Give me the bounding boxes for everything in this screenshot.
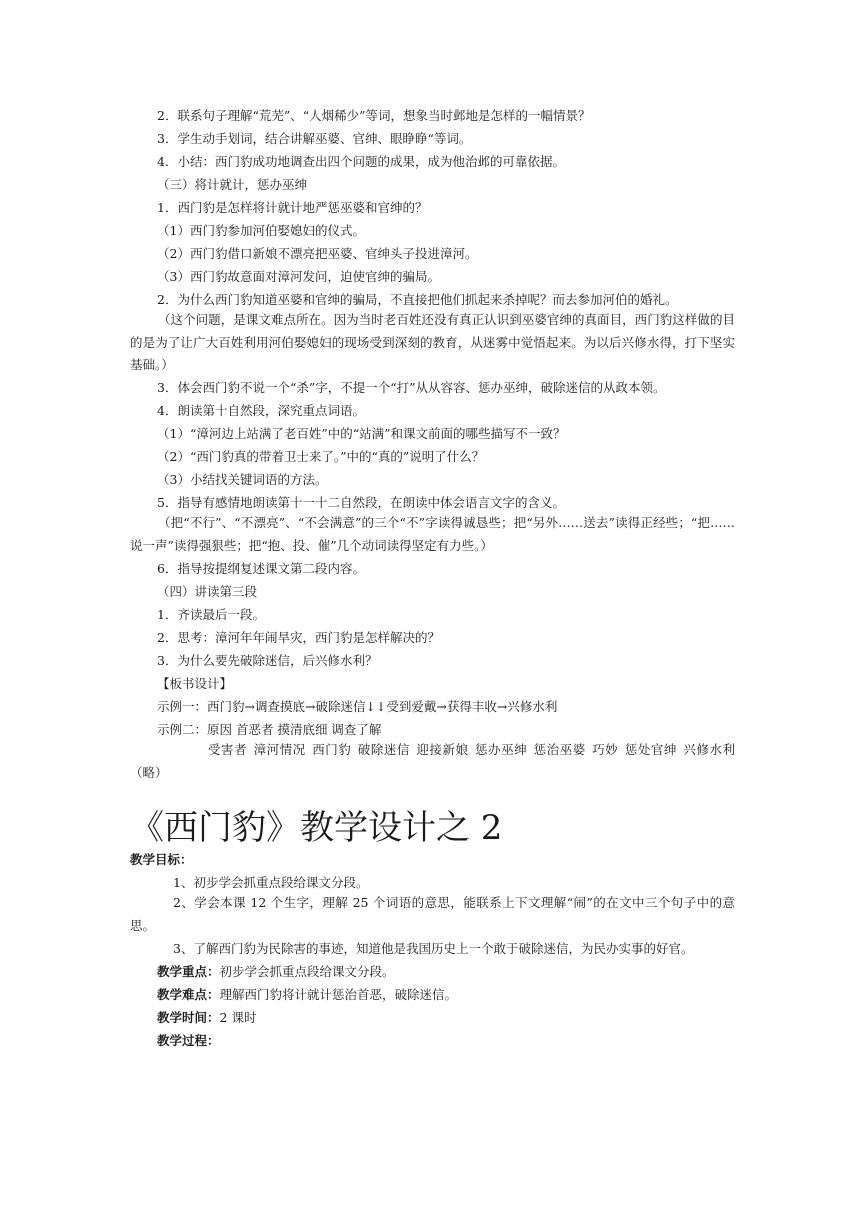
paragraph: （2）“西门豹真的带着卫士来了。”中的“真的”说明了什么？ <box>157 449 485 464</box>
difficulty-label: 教学难点： <box>157 987 220 1002</box>
paragraph: 1．西门豹是怎样将计就计地严惩巫婆和官绅的？ <box>157 200 428 215</box>
goals-label: 教学目标： <box>130 852 193 867</box>
paragraph: 2．为什么西门豹知道巫婆和官绅的骗局，不直接把他们抓起来杀掉呢？而去参加河伯的婚礼。 <box>157 292 678 307</box>
page-title: 《西门豹》教学设计之 2 <box>130 808 503 848</box>
key-point-label: 教学重点： <box>157 964 220 979</box>
paragraph: 2．联系句子理解“荒芜”、“人烟稀少”等词，想象当时邺地是怎样的一幅情景？ <box>157 108 591 123</box>
paragraph: 3．学生动手划词，结合讲解巫婆、官绅、眼睁睁“等词。 <box>157 131 472 146</box>
goal-item: 1、初步学会抓重点段给课文分段。 <box>173 875 369 890</box>
paragraph: （3）西门豹故意面对漳河发问，迫使官绅的骗局。 <box>157 269 440 284</box>
difficulty-text: 理解西门豹将计就计惩治首恶，破除迷信。 <box>219 987 458 1002</box>
paragraph: 示例一：西门豹→调查摸底→破除迷信↓↓受到爱戴→获得丰收→兴修水利 <box>157 699 558 714</box>
paragraph: （3）小结找关键词语的方法。 <box>157 472 328 487</box>
paragraph: 2．思考：漳河年年闹旱灾，西门豹是怎样解决的？ <box>157 630 440 645</box>
paragraph: （1）“漳河边上站满了老百姓”中的“站满”和课文前面的哪些描写不一致？ <box>157 426 566 441</box>
paragraph: 受害者 漳河情况 西门豹 破除迷信 迎接新娘 惩办巫绅 惩治巫婆 巧妙 惩处官绅 兴修水利（略） <box>130 742 735 780</box>
paragraph: 4．朗读第十自然段，深究重点词语。 <box>157 403 365 418</box>
paragraph: 3．为什么要先破除迷信，后兴修水利？ <box>157 653 378 668</box>
paragraph: （1）西门豹参加河伯娶媳妇的仪式。 <box>157 223 365 238</box>
paragraph: （2）西门豹借口新娘不漂亮把巫婆、官绅头子投进漳河。 <box>157 246 478 261</box>
paragraph: （把“不行”、“不漂亮”、“不会满意”的三个“不”字读得诚恳些；把“另外……送去”读得正经些；“把……说一声”读得强狠些；把“抱、投、催”几个动词读得坚定有力些。） <box>130 515 735 553</box>
goal-item: 2、学会本课 12 个生字，理解 25 个词语的意思，能联系上下文理解“闹”的在文中三个句子中的意思。 <box>130 895 735 933</box>
lesson-time-label: 教学时间： <box>157 1010 220 1025</box>
process-label: 教学过程： <box>157 1033 220 1048</box>
goal-item: 3、了解西门豹为民除害的事迹，知道他是我国历史上一个敢于破除迷信，为民办实事的好官。 <box>173 941 694 956</box>
lesson-time <box>157 1006 762 1029</box>
paragraph: 1．齐读最后一段。 <box>157 607 265 622</box>
board-design-heading: 【板书设计】 <box>157 676 233 691</box>
paragraph: （这个问题，是课文难点所在。因为当时老百姓还没有真正认识到巫婆官绅的真面目，西门豹这样做的目的是为了让广大百姓利用河伯娶媳妇的现场受到深刻的教育，从迷雾中觉悟起来。为以后兴修水得，打下坚实基础。） <box>130 312 735 372</box>
section-heading: （四）讲读第三段 <box>157 584 258 599</box>
paragraph: 4．小结：西门豹成功地调查出四个问题的成果，成为他治邺的可靠依据。 <box>157 154 565 169</box>
paragraph: 示例二：原因 首恶者 摸清底细 调查了解 <box>157 722 382 737</box>
paragraph: 5．指导有感情地朗读第十一十二自然段，在朗读中体会语言文字的含义。 <box>157 495 565 510</box>
section-heading: （三）将计就计，惩办巫绅 <box>157 177 308 192</box>
lesson-time-text: 2 课时 <box>219 1010 257 1025</box>
difficulty <box>157 983 762 1006</box>
paragraph: 3．体会西门豹不说一个“杀”字，不提一个“打”从从容容、惩办巫绅，破除迷信的从政本领。 <box>157 380 666 395</box>
key-point <box>157 960 762 983</box>
paragraph: 6．指导按提纲复述课文第二段内容。 <box>157 561 365 576</box>
key-point-text: 初步学会抓重点段给课文分段。 <box>219 964 395 979</box>
